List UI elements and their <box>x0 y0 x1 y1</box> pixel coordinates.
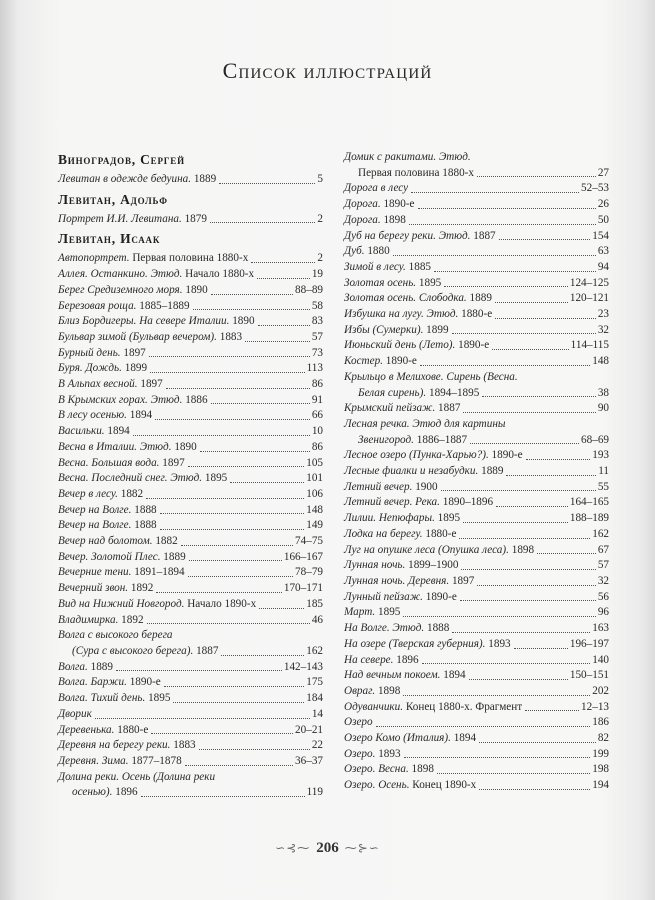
illustration-entry: Вечер над болотом. 1882 74–75 <box>58 535 323 548</box>
illustration-entry: Лодка на берегу. 1880-е 162 <box>344 527 609 540</box>
illustration-entry: Вечер в лесу. 1882 106 <box>58 487 323 500</box>
illustration-entry: Озеро. 1893 199 <box>344 747 609 760</box>
illustration-entry: На севере. 1896 140 <box>344 653 609 666</box>
illustration-entry: Владимирка. 1892 46 <box>58 613 323 626</box>
illustration-entry: Вечерние тени. 1891–1894 78–79 <box>58 566 323 579</box>
illustration-entry: Вечер. Золотой Плес. 1889 166–167 <box>58 550 323 563</box>
illustration-entry: Костер. 1890-е 148 <box>344 355 609 368</box>
illustration-entry: Лесное озеро (Пунка-Харью?). 1890-е 193 <box>344 449 609 462</box>
illustration-entry: Лилии. Нenюфары. 1895 188–189 <box>344 512 609 525</box>
illustration-entry: Весна. Большая вода. 1897 105 <box>58 456 323 469</box>
illustration-entry: Озеро Комо (Италия). 1894 82 <box>344 732 609 745</box>
illustration-entry: Портрет И.И. Левитана. 1879 2 <box>58 212 323 225</box>
illustration-entry-line: Домик с ракитами. Этюд. <box>344 151 471 163</box>
illustration-entry: Березовая роща. 1885–1889 58 <box>58 299 323 312</box>
illustration-entry: Деревня. Зима. 1877–1878 36–37 <box>58 754 323 767</box>
illustration-entry: Волга. 1889 142–143 <box>58 660 323 673</box>
illustration-entry: Вид на Нижний Новгород. Начало 1890-х 185 <box>58 597 323 610</box>
illustration-entry: Левитан в одежде бедуина. 1889 5 <box>58 173 323 185</box>
illustration-entry: Автопортрет. Первая половина 1880-х 2 <box>58 252 323 265</box>
artist-heading: Виноградов, Сергей <box>58 152 185 167</box>
illustration-entry: Дорога. 1890-е 26 <box>344 198 609 211</box>
illustration-entry: Белая сирень). 1894–1895 38 <box>358 386 609 399</box>
illustration-entry: Буря. Дождь. 1899 113 <box>58 362 323 375</box>
illustration-entry: Лунная ночь. 1899–1900 57 <box>344 559 609 572</box>
illustration-entry: Овраг. 1898 202 <box>344 684 609 697</box>
illustration-entry: Лунная ночь. Деревня. 1897 32 <box>344 574 609 587</box>
illustration-entry: Крымский пейзаж. 1887 90 <box>344 402 609 415</box>
illustration-entry: Волга. Баржи. 1890-е 175 <box>58 676 323 689</box>
illustration-entry: Летний вечер. 1900 55 <box>344 480 609 493</box>
illustration-entry: осенью). 1896 119 <box>72 786 323 799</box>
page-footer <box>0 840 655 857</box>
artist-heading: Левитан, Адольф <box>58 191 168 207</box>
ornament-left: ∽⊰⁓ <box>275 841 311 855</box>
illustration-entry: Озеро 186 <box>344 716 609 729</box>
illustration-entry: Берег Средиземного моря. 1890 88–89 <box>58 283 323 296</box>
illustration-entry: На Волге. Этюд. 1888 163 <box>344 622 609 635</box>
illustration-entry: Зимой в лесу. 1885 94 <box>344 260 609 273</box>
illustration-entry: Весна в Италии. Этюд. 1890 86 <box>58 440 323 453</box>
illustration-entry: В Альпах весной. 1897 86 <box>58 378 323 391</box>
illustration-entry: Дворик 14 <box>58 707 323 720</box>
illustration-entry: На озере (Тверская губерния). 1893 196–197 <box>344 637 609 650</box>
illustration-entry: Лунный пейзаж. 1890-е 56 <box>344 590 609 603</box>
illustration-entry: Бурный день. 1897 73 <box>58 346 323 359</box>
illustration-entry: Васильки. 1894 10 <box>58 425 323 438</box>
illustration-entry: Золотая осень. 1895 124–125 <box>344 276 609 289</box>
illustration-entry: Июньский день (Лето). 1890-е 114–115 <box>344 339 609 352</box>
illustration-entry: Вечер на Волге. 1888 149 <box>58 519 323 532</box>
illustration-entry: Летний вечер. Река. 1890–1896 164–165 <box>344 496 609 509</box>
illustration-entry: Дуб на берегу реки. Этюд. 1887 154 <box>344 229 609 242</box>
artist-heading: Левитан, Исаак <box>58 231 161 247</box>
illustration-entry: Дуб. 1880 63 <box>344 245 609 258</box>
page-title: Список иллюстраций <box>222 58 433 83</box>
illustration-entry: В Крымских горах. Этюд. 1886 91 <box>58 393 323 406</box>
illustration-entry: Аллея. Останкино. Этюд. Начало 1880-х 19 <box>58 268 323 281</box>
illustration-entry: Одуванчики. Конец 1880-х. Фрагмент 12–13 <box>344 700 609 713</box>
page-number: 206 <box>316 840 339 856</box>
illustration-entry: Над вечным покоем. 1894 150–151 <box>344 669 609 682</box>
illustration-entry-line: Лесная речка. Этюд для картины <box>344 417 506 430</box>
illustration-entry: Близ Бордигеры. На севере Италии. 1890 83 <box>58 315 323 328</box>
illustration-entry: (Сура с высокого берега). 1887 162 <box>72 644 323 657</box>
illustration-entry: Озеро. Весна. 1898 198 <box>344 763 609 776</box>
illustration-entry: Деревня на берегу реки. 1883 22 <box>58 739 323 752</box>
illustration-entry: Лесные фиалки и незабудки. 1889 11 <box>344 465 609 478</box>
illustration-entry: Луг на опушке леса (Опушка леса). 1898 67 <box>344 543 609 556</box>
illustration-entry: В лесу осенью. 1894 66 <box>58 409 323 422</box>
left-column <box>58 150 323 801</box>
illustration-entry: Избы (Сумерки). 1899 32 <box>344 323 609 336</box>
illustration-entry-line: Долина реки. Осень (Долина реки <box>58 770 216 783</box>
ornament-right: ⁓⊱∽ <box>344 841 380 855</box>
illustration-entry: Весна. Последний снег. Этюд. 1895 101 <box>58 472 323 485</box>
illustration-entry: Избушка на лугу. Этюд. 1880-е 23 <box>344 308 609 321</box>
illustration-entry-line: Волга с высокого берега <box>58 629 173 642</box>
illustration-entry-line: Крыльцо в Мелихове. Сирень (Весна. <box>344 370 518 383</box>
illustration-entry: Волга. Тихий день. 1895 184 <box>58 692 323 705</box>
illustration-entry: Золотая осень. Слободка. 1889 120–121 <box>344 292 609 305</box>
illustration-entry: Первая половина 1880-х 27 <box>358 166 609 179</box>
illustration-entry: Озеро. Осень. Конец 1890-х 194 <box>344 779 609 792</box>
illustration-entry: Вечер на Волге. 1888 148 <box>58 503 323 516</box>
illustration-entry: Деревенька. 1880-е 20–21 <box>58 723 323 736</box>
right-column <box>344 150 609 794</box>
illustration-entry: Дорога. 1898 50 <box>344 213 609 226</box>
illustration-entry: Вечерний звон. 1892 170–171 <box>58 582 323 595</box>
illustration-entry: Звенигород. 1886–1887 68–69 <box>358 433 609 446</box>
illustration-entry: Бульвар зимой (Бульвар вечером). 1883 57 <box>58 330 323 343</box>
illustration-entry: Март. 1895 96 <box>344 606 609 619</box>
illustration-entry: Дорога в лесу 52–53 <box>344 182 609 195</box>
